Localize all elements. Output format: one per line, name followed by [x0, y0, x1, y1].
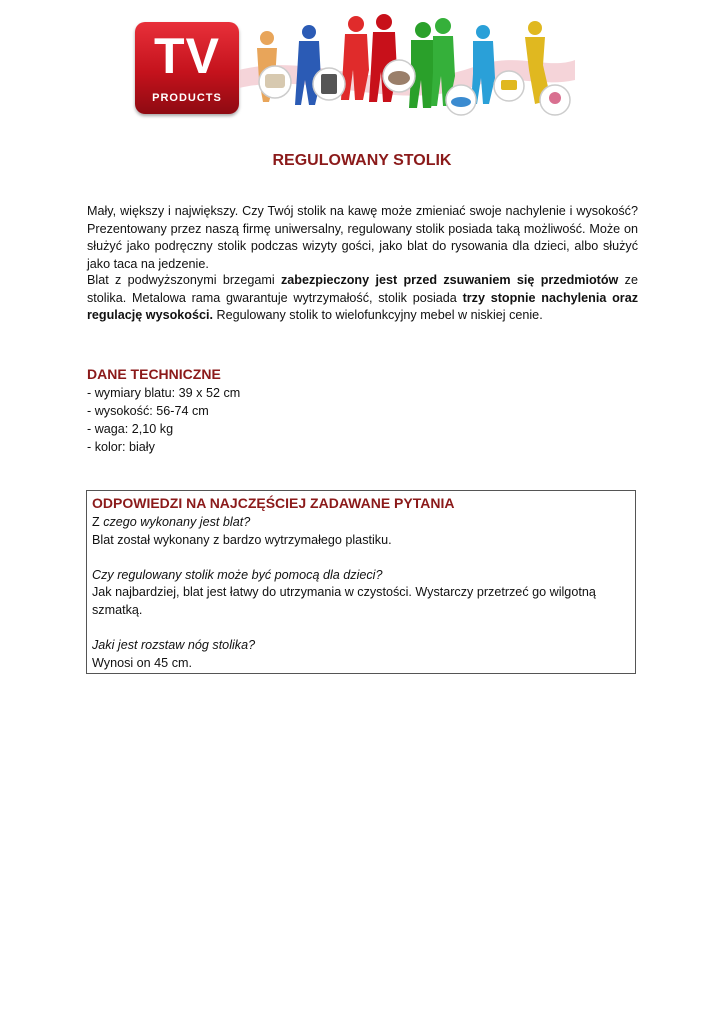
specs-list — [87, 384, 240, 456]
spacer — [92, 549, 630, 567]
product-bubble-3 — [383, 60, 415, 92]
intro-p2-text-a: Blat z podwyższonymi brzegami — [87, 273, 281, 287]
faq-q1-prefix: Z — [92, 515, 104, 529]
spec-item: - wysokość: 56-74 cm — [87, 404, 209, 418]
spacer — [92, 620, 630, 638]
faq-answer-2: Jak najbardziej, blat jest łatwy do utrzymania w czystości. Wystarczy przetrzeć go wilgotną szmatką. — [92, 585, 596, 617]
header-banner — [135, 10, 575, 110]
product-bubble-4 — [446, 85, 476, 115]
faq-answer-1: Blat został wykonany z bardzo wytrzymałego plastiku. — [92, 532, 392, 547]
logo-sub-text: PRODUCTS — [152, 92, 222, 104]
intro-p2-text-c: Regulowany stolik to wielofunkcyjny mebel w niskiej cenie. — [213, 308, 543, 323]
logo-main-text: TV — [154, 28, 220, 84]
faq-question-2: Czy regulowany stolik może być pomocą dla dzieci? — [92, 567, 383, 582]
spec-item: - waga: 2,10 kg — [87, 422, 174, 436]
faq-question-3: Jaki jest rozstaw nóg stolika? — [92, 638, 256, 653]
product-bubble-2 — [313, 68, 345, 100]
intro-p2-text-b: ze stolika. Metalowa rama gwarantuje wytrzymałość, stolik posiada — [87, 273, 638, 305]
intro-p2-bold-a: zabezpieczony jest przed zsuwaniem się przedmiotów — [280, 273, 619, 287]
faq-question-1 — [92, 514, 630, 532]
spec-item: - kolor: biały — [87, 440, 155, 454]
intro-paragraph-1: Mały, większy i największy. Czy Twój stolik na kawę może zmieniać swoje nachylenie i wysokość? Prezentowany przez naszą firmę uniwersalny, regulowany stolik posiada taką możliwość. Może on służyć jako podręczny stolik podczas wizyty gości, jako blat do rysowania dla dzieci, albo służyć jako taca na jedzenie. — [87, 204, 638, 271]
faq-q1-text: czego wykonany jest blat? — [103, 515, 251, 529]
product-bubble-6 — [540, 85, 570, 115]
product-bubble-5 — [494, 71, 524, 101]
intro-paragraph-2 — [87, 272, 638, 325]
spec-item: - wymiary blatu: 39 x 52 cm — [87, 386, 241, 400]
faq-box — [86, 490, 636, 674]
product-bubble-1 — [259, 66, 291, 98]
tv-products-logo — [135, 22, 239, 114]
page-title: REGULOWANY STOLIK — [272, 152, 452, 169]
banner-people-illustration — [239, 10, 575, 120]
faq-answer-3: Wynosi on 45 cm. — [92, 655, 192, 670]
faq-heading: ODPOWIEDZI NA NAJCZĘŚCIEJ ZADAWANE PYTANIA — [92, 495, 455, 511]
specs-heading: DANE TECHNICZNE — [87, 366, 221, 382]
intro-p2-bold-b: trzy stopnie nachylenia oraz regulację wysokości. — [87, 290, 638, 323]
